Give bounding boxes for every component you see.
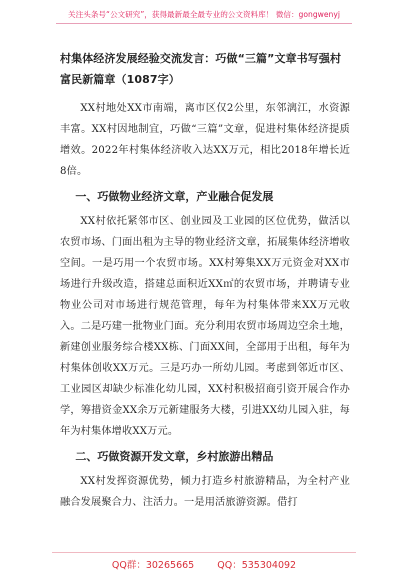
section-paragraph-1: XX村依托紧邻市区、创业园及工业园的区位优势，做活以农贸市场、门面出租为主导的物业经济文章，拓展集体经济增收空间。一是巧用一个农贸市场。XX村筹集XX万元资金对XX市场进行升级改造，搭建总面积近XX㎡的农贸市场，并聘请专业物业公司对市场进行规范管理，每年为村集体带来XX万元收入。二是巧建一批物业门面。充分利用农贸市场周边空余土地，新建创业服务综合楼XX栋、门面XX间，全部用于出租，每年为村集体创收XX万元。三是巧办一所幼儿园。考虑到邻近市区、工业园区却缺少标准化幼儿园，XX村积极招商引资开展合作办学，筹措资金XX余万元新建服务大楼，引进XX幼儿园入驻，每年为村集体增收XX万元。 [60, 216, 350, 437]
section-heading-1: 一、巧做物业经济文章，产业融合促发展 [75, 190, 274, 203]
document-body [60, 48, 350, 513]
footer-divider [52, 552, 356, 553]
section-paragraph-2: XX村发挥资源优势，倾力打造乡村旅游精品，为全村产业融合发展聚合力、注活力。一是用活旅游资源。借打 [60, 476, 350, 508]
intro-paragraph: XX村地处XX市南端，离市区仅2公里，东邻漓江，水资源丰富。XX村因地制宜，巧做“三篇”文章，促进村集体经济提质增效。2022年村集体经济收入达XX万元，相比2018年增长近8倍。 [60, 103, 350, 177]
footer-qq: QQ：535304092 [217, 560, 297, 571]
banner-text: 关注头条号“公文研究”，获得最新最全最专业的公文资料库！ 微信：gongwenyj [56, 9, 352, 24]
document-title: 村集体经济发展经验交流发言：巧做“三篇”文章书写强村富民新篇章（1087字） [60, 52, 342, 86]
section-heading-2: 二、巧做资源开发文章，乡村旅游出精品 [75, 450, 274, 463]
footer-qq-group: QQ群：30265665 [111, 560, 195, 571]
top-banner [0, 0, 408, 30]
footer [0, 557, 408, 575]
